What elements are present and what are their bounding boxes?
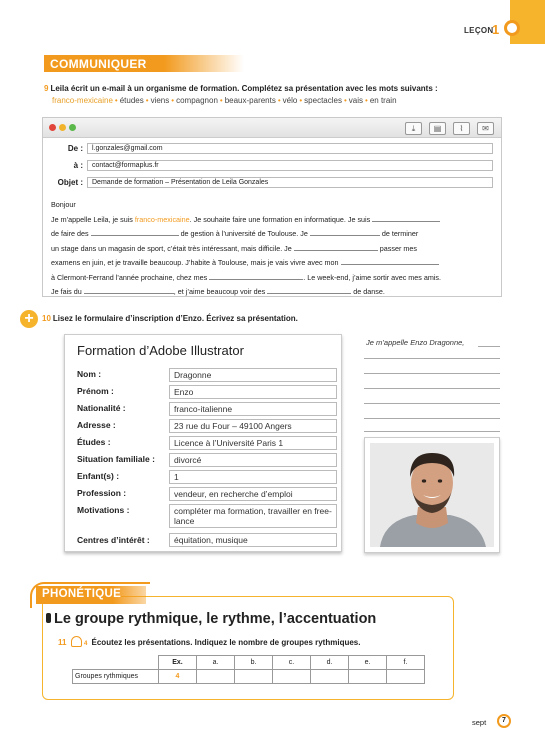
form-value: équitation, musique xyxy=(169,533,337,547)
document-icon[interactable]: ▤ xyxy=(429,122,446,135)
writing-line[interactable] xyxy=(364,388,500,389)
form-label: Prénom : xyxy=(77,386,114,396)
exercise-number: 10 xyxy=(42,314,51,323)
word-bank-item: franco-mexicaine xyxy=(52,96,113,105)
word-bank-item: compagnon xyxy=(176,96,218,105)
instruction-text: Écoutez les présentations. Indiquez le nombre de groupes rythmiques. xyxy=(91,638,361,647)
answer-cell[interactable] xyxy=(387,670,425,684)
answer-cell[interactable] xyxy=(273,670,311,684)
window-minimize-dot[interactable] xyxy=(59,124,66,131)
text: de faire des xyxy=(51,229,89,238)
page-word: sept xyxy=(472,718,487,727)
table-header: c. xyxy=(273,656,311,670)
from-field[interactable]: l.gonzales@gmail.com xyxy=(87,143,493,154)
download-icon[interactable]: ⤓ xyxy=(405,122,422,135)
answer-blank[interactable] xyxy=(372,214,440,222)
form-label: Profession : xyxy=(77,488,127,498)
form-title: Formation d’Adobe Illustrator xyxy=(77,343,244,358)
form-value: 23 rue du Four – 49100 Angers xyxy=(169,419,337,433)
text: de terminer xyxy=(381,229,419,238)
form-value: compléter ma formation, travailler en free-lance xyxy=(169,504,337,528)
form-label: Adresse : xyxy=(77,420,116,430)
text: de gestion à l’université de Toulouse. Je xyxy=(180,229,308,238)
form-label: Études : xyxy=(77,437,111,447)
email-body xyxy=(51,198,497,300)
lesson-number: 1 xyxy=(492,22,500,37)
word-bank: franco-mexicaine • études • viens • compagnon • beaux-parents • vélo • spectacles • vais • en train xyxy=(52,96,397,105)
table-header-row xyxy=(73,656,425,670)
answer-blank[interactable] xyxy=(310,228,380,236)
form-label: Nationalité : xyxy=(77,403,126,413)
audio-icon[interactable] xyxy=(71,636,82,647)
answer-cell[interactable] xyxy=(197,670,235,684)
table-header: b. xyxy=(235,656,273,670)
form-value: Dragonne xyxy=(169,368,337,382)
writing-lead: Je m’appelle Enzo Dragonne, xyxy=(366,338,465,347)
writing-line[interactable] xyxy=(364,373,500,374)
answer-blank[interactable] xyxy=(209,272,303,280)
table-header: d. xyxy=(311,656,349,670)
to-field[interactable]: contact@formaplus.fr xyxy=(87,160,493,171)
answer-blank[interactable] xyxy=(267,286,351,294)
from-label: De : xyxy=(67,144,83,153)
form-label: Enfant(s) : xyxy=(77,471,120,481)
text: . Je souhaite faire une formation en informatique. Je suis xyxy=(189,214,371,224)
lesson-label: LEÇON xyxy=(464,26,494,35)
rhythm-table xyxy=(72,655,425,684)
form-value: divorcé xyxy=(169,453,337,467)
exercise-10-instruction xyxy=(42,314,298,323)
email-line xyxy=(51,256,497,271)
lesson-tab xyxy=(460,0,545,44)
answer-blank[interactable] xyxy=(91,228,179,236)
word-bank-item: beaux-parents xyxy=(224,96,276,105)
instruction-text: Lisez le formulaire d’inscription d’Enzo. Écrivez sa présentation. xyxy=(52,314,298,323)
example-answer: franco-mexicaine xyxy=(134,214,190,224)
page-number: 7 xyxy=(497,714,511,728)
word-bank-item: spectacles xyxy=(304,96,342,105)
email-greeting: Bonjour xyxy=(51,200,76,209)
table-row xyxy=(73,670,425,684)
answer-cell[interactable] xyxy=(235,670,273,684)
answer-cell[interactable] xyxy=(349,670,387,684)
email-line xyxy=(51,285,497,300)
email-window xyxy=(42,117,502,297)
word-bank-item: en train xyxy=(369,96,397,105)
word-bank-item: vais xyxy=(348,96,364,105)
registration-form xyxy=(64,334,342,552)
exercise-number: 9 xyxy=(44,84,49,93)
text: un stage dans un magasin de sport, c’était très intéressant, mais difficile. Je xyxy=(51,243,292,253)
writing-line[interactable] xyxy=(364,358,500,359)
writing-line[interactable] xyxy=(364,403,500,404)
plus-icon: + xyxy=(20,310,38,328)
text: . Le week-end, j’aime sortir avec mes amis. xyxy=(303,272,442,282)
form-value: 1 xyxy=(169,470,337,484)
text: de danse. xyxy=(353,287,385,296)
writing-line[interactable] xyxy=(364,431,500,432)
text: passer mes xyxy=(379,243,417,253)
audio-track-number: 4 xyxy=(83,641,88,647)
email-line xyxy=(51,213,497,228)
form-value: Enzo xyxy=(169,385,337,399)
word-bank-item: viens xyxy=(150,96,170,105)
form-value: Licence à l’Université Paris 1 xyxy=(169,436,337,450)
answer-blank[interactable] xyxy=(84,286,174,294)
form-value: vendeur, en recherche d’emploi xyxy=(169,487,337,501)
section-title-phonetique: PHONÉTIQUE xyxy=(36,586,146,604)
text: Je m’appelle Leila, je suis xyxy=(51,214,135,224)
form-label: Situation familiale : xyxy=(77,454,155,464)
exercise-11-instruction xyxy=(58,636,360,647)
text: à Clermont-Ferrand l’année prochaine, chez mes xyxy=(51,272,208,282)
subject-field[interactable]: Demande de formation – Présentation de Leila Gonzales xyxy=(87,177,493,188)
text: examens en juin, et je travaille beaucoup. J’habite à Toulouse, mais je vais vivre avec mon xyxy=(51,258,339,267)
email-line xyxy=(51,227,497,242)
mail-icon[interactable]: ✉ xyxy=(477,122,494,135)
text: , et j’aime beaucoup voir des xyxy=(173,287,266,296)
table-header: a. xyxy=(197,656,235,670)
form-label: Nom : xyxy=(77,369,102,379)
answer-blank[interactable] xyxy=(341,257,439,265)
answer-cell[interactable] xyxy=(311,670,349,684)
exercise-number: 11 xyxy=(58,638,67,647)
subject-label: Objet : xyxy=(57,178,83,187)
attachment-icon[interactable]: ⌇ xyxy=(453,122,470,135)
phonetique-heading xyxy=(46,611,376,627)
example-answer: 4 xyxy=(159,670,197,684)
word-bank-item: vélo xyxy=(282,96,298,105)
section-title-communiquer: COMMUNIQUER xyxy=(44,55,244,72)
text: Je fais du xyxy=(51,287,82,296)
window-close-dot[interactable] xyxy=(49,124,56,131)
email-line xyxy=(51,271,497,286)
heading-text: Le groupe rythmique, le rythme, l’accentuation xyxy=(54,611,377,627)
word-bank-item: études xyxy=(119,96,144,105)
writing-line[interactable] xyxy=(478,346,500,347)
answer-blank[interactable] xyxy=(294,243,378,251)
form-label: Motivations : xyxy=(77,505,130,515)
writing-line[interactable] xyxy=(364,418,500,419)
email-line xyxy=(51,242,497,257)
email-toolbar xyxy=(43,118,501,138)
to-label: à : xyxy=(73,161,83,170)
enzo-photo xyxy=(364,437,500,553)
table-header: f. xyxy=(387,656,425,670)
portrait-image xyxy=(370,443,494,547)
table-header: e. xyxy=(349,656,387,670)
table-header: Ex. xyxy=(159,656,197,670)
window-zoom-dot[interactable] xyxy=(69,124,76,131)
exercise-9-instruction xyxy=(44,84,438,93)
form-label: Centres d’intérêt : xyxy=(77,535,150,545)
instruction-text: Leila écrit un e-mail à un organisme de formation. Complétez sa présentation avec les mots suivants : xyxy=(50,84,438,93)
lesson-ring-icon xyxy=(504,20,520,36)
form-value: franco-italienne xyxy=(169,402,337,416)
row-label: Groupes rythmiques xyxy=(73,670,159,684)
